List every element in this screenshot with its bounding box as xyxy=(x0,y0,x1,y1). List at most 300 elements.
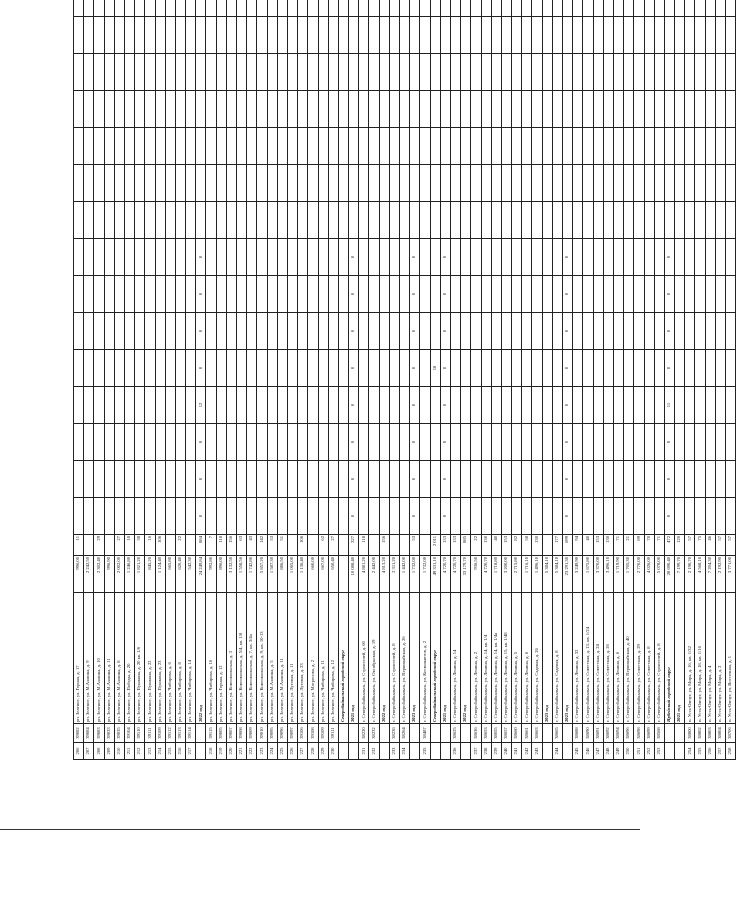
work-volume-cell xyxy=(512,424,522,461)
empty-cell xyxy=(267,128,277,165)
work-volume-cell xyxy=(532,239,542,276)
row-number-cell xyxy=(563,743,573,760)
work-volume-cell: 0 xyxy=(349,276,359,313)
work-volume-cell xyxy=(695,498,705,535)
empty-cell xyxy=(644,54,654,91)
work-volume-cell xyxy=(593,276,603,313)
work-volume-cell xyxy=(726,313,736,350)
house-id-cell: 39097 xyxy=(287,724,297,743)
work-volume-cell xyxy=(84,239,94,276)
empty-cell xyxy=(135,165,145,202)
empty-cell xyxy=(522,202,532,239)
empty-cell xyxy=(114,17,124,54)
work-volume-cell xyxy=(542,350,552,387)
work-volume-cell: 0 xyxy=(196,276,206,313)
empty-cell xyxy=(226,17,236,54)
empty-cell xyxy=(74,54,84,91)
table-row xyxy=(247,0,257,760)
residents-cell: 21 xyxy=(624,535,634,556)
work-volume-cell xyxy=(298,313,308,350)
work-volume-cell xyxy=(267,424,277,461)
table-row xyxy=(593,0,603,760)
row-number-cell: 237 xyxy=(471,743,481,760)
house-id-cell: 39035 xyxy=(114,724,124,743)
address-cell: 2023 год xyxy=(542,593,552,724)
house-id-cell xyxy=(349,724,359,743)
empty-cell xyxy=(542,128,552,165)
empty-cell xyxy=(155,54,165,91)
empty-cell xyxy=(685,91,695,128)
work-volume-cell xyxy=(654,387,664,424)
empty-cell xyxy=(583,91,593,128)
residents-cell: 58 xyxy=(522,535,532,556)
work-volume-cell xyxy=(471,498,481,535)
empty-cell xyxy=(675,54,685,91)
table-row xyxy=(175,0,185,760)
work-volume-cell xyxy=(145,313,155,350)
empty-cell xyxy=(155,202,165,239)
work-volume-cell xyxy=(124,239,134,276)
cost-cell xyxy=(552,0,562,17)
area-cell: 1 558,56 xyxy=(237,556,247,593)
empty-cell xyxy=(369,202,379,239)
work-volume-cell xyxy=(501,498,511,535)
table-row xyxy=(196,0,206,760)
empty-cell xyxy=(705,128,715,165)
row-number-cell: 241 xyxy=(512,743,522,760)
work-volume-cell xyxy=(84,350,94,387)
work-volume-cell xyxy=(165,350,175,387)
table-row xyxy=(369,0,379,760)
house-id-cell: 39113 xyxy=(175,724,185,743)
table-row xyxy=(206,0,216,760)
work-volume-cell xyxy=(583,313,593,350)
work-volume-cell xyxy=(206,387,216,424)
row-number-cell: 214 xyxy=(155,743,165,760)
empty-cell xyxy=(328,202,338,239)
empty-cell xyxy=(481,165,491,202)
address-cell: рп. Зеленое, ул. Чибирова, д. 14 xyxy=(186,593,196,724)
area-cell: 5 857,20 xyxy=(257,556,267,593)
empty-cell xyxy=(481,202,491,239)
area-cell: 4 720,70 xyxy=(440,556,450,593)
empty-cell xyxy=(603,128,613,165)
work-volume-cell xyxy=(675,313,685,350)
empty-cell xyxy=(267,165,277,202)
work-volume-cell xyxy=(114,350,124,387)
empty-cell xyxy=(216,128,226,165)
table-row xyxy=(400,0,410,760)
empty-cell xyxy=(705,91,715,128)
empty-cell xyxy=(114,128,124,165)
work-volume-cell xyxy=(491,276,501,313)
work-volume-cell xyxy=(247,239,257,276)
cost-cell xyxy=(226,0,236,17)
row-number-cell: 210 xyxy=(114,743,124,760)
work-volume-cell xyxy=(359,387,369,424)
empty-cell xyxy=(216,165,226,202)
empty-cell xyxy=(369,54,379,91)
work-volume-cell xyxy=(481,424,491,461)
work-volume-cell xyxy=(450,461,460,498)
cost-cell xyxy=(644,0,654,17)
residents-cell: 40 xyxy=(491,535,501,556)
residents-cell: 51 xyxy=(277,535,287,556)
address-cell: 2021 год xyxy=(349,593,359,724)
residents-cell: 118 xyxy=(216,535,226,556)
work-volume-cell xyxy=(175,461,185,498)
empty-cell xyxy=(654,17,664,54)
work-volume-cell xyxy=(165,276,175,313)
empty-cell xyxy=(287,202,297,239)
work-volume-cell xyxy=(603,276,613,313)
empty-cell xyxy=(206,165,216,202)
empty-cell xyxy=(338,17,348,54)
empty-cell xyxy=(165,165,175,202)
work-volume-cell xyxy=(624,387,634,424)
work-volume-cell xyxy=(695,387,705,424)
row-number-cell: 224 xyxy=(267,743,277,760)
empty-cell xyxy=(634,165,644,202)
empty-cell xyxy=(583,165,593,202)
work-volume-cell: 0 xyxy=(349,461,359,498)
empty-cell xyxy=(522,91,532,128)
work-volume-cell xyxy=(634,239,644,276)
empty-cell xyxy=(563,128,573,165)
work-volume-cell xyxy=(450,313,460,350)
house-id-cell: 39111 xyxy=(328,724,338,743)
address-cell: г. Северобайкальск, ул. Ленина, д. 5 xyxy=(512,593,522,724)
empty-cell xyxy=(226,91,236,128)
cost-cell xyxy=(583,0,593,17)
work-volume-cell xyxy=(461,461,471,498)
empty-cell xyxy=(430,202,440,239)
empty-cell xyxy=(318,91,328,128)
residents-cell: 62 xyxy=(318,535,328,556)
empty-cell xyxy=(675,128,685,165)
residents-cell xyxy=(389,535,399,556)
empty-cell xyxy=(726,202,736,239)
work-volume-cell xyxy=(400,313,410,350)
empty-cell xyxy=(124,202,134,239)
empty-cell xyxy=(430,17,440,54)
area-cell: 4 026,00 xyxy=(644,556,654,593)
work-volume-cell xyxy=(298,424,308,461)
work-volume-cell xyxy=(685,276,695,313)
empty-cell xyxy=(104,17,114,54)
work-volume-cell: 0 xyxy=(410,387,420,424)
address-cell: рп. Зеленое, ул. М.Ахмина, д. 11 xyxy=(277,593,287,724)
residents-cell: 118 xyxy=(359,535,369,556)
empty-cell xyxy=(664,54,674,91)
empty-cell xyxy=(512,17,522,54)
address-cell: п. Усть-Омчуг, ул. Мира, д. 16, кв. 1/32 xyxy=(685,593,695,724)
work-volume-cell xyxy=(491,350,501,387)
empty-cell xyxy=(186,17,196,54)
empty-cell xyxy=(94,128,104,165)
empty-cell xyxy=(675,91,685,128)
empty-cell xyxy=(389,128,399,165)
work-volume-cell xyxy=(94,424,104,461)
row-number-cell: 218 xyxy=(206,743,216,760)
address-cell: п. Усть-Омчуг, ул. Мира, д. 2 xyxy=(715,593,725,724)
house-id-cell: 38699 xyxy=(644,724,654,743)
work-volume-cell xyxy=(654,276,664,313)
empty-cell xyxy=(430,128,440,165)
house-id-cell: 38487 xyxy=(420,724,430,743)
work-volume-cell xyxy=(135,424,145,461)
work-volume-cell xyxy=(583,350,593,387)
work-volume-cell: 0 xyxy=(196,498,206,535)
empty-cell xyxy=(654,202,664,239)
empty-cell xyxy=(328,91,338,128)
empty-cell xyxy=(206,91,216,128)
area-cell: 2 190,70 xyxy=(685,556,695,593)
work-volume-cell xyxy=(603,239,613,276)
work-volume-cell xyxy=(430,461,440,498)
empty-cell xyxy=(369,91,379,128)
work-volume-cell xyxy=(675,239,685,276)
empty-cell xyxy=(440,128,450,165)
empty-cell xyxy=(420,128,430,165)
empty-cell xyxy=(389,54,399,91)
empty-cell xyxy=(705,165,715,202)
work-volume-cell xyxy=(124,498,134,535)
work-volume-cell xyxy=(644,498,654,535)
work-volume-cell xyxy=(124,276,134,313)
work-volume-cell xyxy=(491,461,501,498)
empty-cell xyxy=(512,128,522,165)
work-volume-cell xyxy=(644,350,654,387)
row-number-cell: 240 xyxy=(501,743,511,760)
empty-cell xyxy=(532,91,542,128)
empty-cell xyxy=(135,91,145,128)
empty-cell xyxy=(705,54,715,91)
work-volume-cell xyxy=(155,461,165,498)
row-number-cell: 254 xyxy=(685,743,695,760)
residents-cell: 884 xyxy=(196,535,206,556)
address-cell: г. Северобайкальск, ул. Советская, д. 24 xyxy=(593,593,603,724)
table-row xyxy=(359,0,369,760)
empty-cell xyxy=(216,17,226,54)
empty-cell xyxy=(593,91,603,128)
row-number-cell: 230 xyxy=(328,743,338,760)
address-cell: г. Северобайкальск, ул. Ленина, д. 14, кв. 1/4а xyxy=(491,593,501,724)
empty-cell xyxy=(318,54,328,91)
work-volume-cell xyxy=(318,276,328,313)
work-volume-cell xyxy=(400,276,410,313)
work-volume-cell xyxy=(624,276,634,313)
empty-cell xyxy=(664,17,674,54)
address-cell: п. Усть-Омчуг, ул. Восточная, д. 1 xyxy=(726,593,736,724)
cost-cell xyxy=(685,0,695,17)
empty-cell xyxy=(715,202,725,239)
empty-cell xyxy=(410,54,420,91)
empty-cell xyxy=(654,165,664,202)
work-volume-cell xyxy=(145,424,155,461)
work-volume-cell xyxy=(400,350,410,387)
cost-cell xyxy=(338,0,348,17)
work-volume-cell xyxy=(175,424,185,461)
area-cell: 1 821,20 xyxy=(135,556,145,593)
work-volume-cell xyxy=(186,350,196,387)
empty-cell xyxy=(685,128,695,165)
table-row xyxy=(84,0,94,760)
empty-cell xyxy=(491,54,501,91)
work-volume-cell xyxy=(226,239,236,276)
work-volume-cell: 0 xyxy=(440,498,450,535)
work-volume-cell xyxy=(359,276,369,313)
row-number-cell: 220 xyxy=(226,743,236,760)
row-number-cell: 221 xyxy=(237,743,247,760)
work-volume-cell xyxy=(155,424,165,461)
work-volume-cell xyxy=(420,239,430,276)
table-row xyxy=(552,0,562,760)
work-volume-cell xyxy=(501,387,511,424)
empty-cell xyxy=(552,128,562,165)
work-volume-cell xyxy=(654,239,664,276)
work-volume-cell xyxy=(175,350,185,387)
work-volume-cell xyxy=(379,387,389,424)
empty-cell xyxy=(135,202,145,239)
house-id-cell: 38692 xyxy=(603,724,613,743)
area-cell: 1 496,10 xyxy=(532,556,542,593)
cost-cell xyxy=(491,0,501,17)
work-volume-cell xyxy=(389,313,399,350)
empty-cell xyxy=(563,202,573,239)
work-volume-cell xyxy=(726,276,736,313)
empty-cell xyxy=(104,91,114,128)
work-volume-cell xyxy=(308,276,318,313)
cost-cell xyxy=(145,0,155,17)
work-volume-cell xyxy=(135,387,145,424)
work-volume-cell xyxy=(338,387,348,424)
work-volume-cell: 0 xyxy=(410,276,420,313)
area-cell: 1 587,30 xyxy=(267,556,277,593)
empty-cell xyxy=(165,54,175,91)
cost-cell xyxy=(695,0,705,17)
empty-cell xyxy=(338,91,348,128)
cost-cell xyxy=(94,0,104,17)
work-volume-cell xyxy=(522,424,532,461)
work-volume-cell xyxy=(583,424,593,461)
work-volume-cell xyxy=(155,239,165,276)
table-row xyxy=(573,0,583,760)
work-volume-cell xyxy=(328,498,338,535)
work-volume-cell xyxy=(74,424,84,461)
work-volume-cell xyxy=(114,313,124,350)
work-volume-cell xyxy=(420,387,430,424)
work-volume-cell xyxy=(461,387,471,424)
row-number-cell xyxy=(349,743,359,760)
empty-cell xyxy=(461,128,471,165)
empty-cell xyxy=(175,91,185,128)
cost-cell xyxy=(349,0,359,17)
work-volume-cell xyxy=(206,350,216,387)
cost-cell xyxy=(705,0,715,17)
empty-cell xyxy=(726,128,736,165)
empty-cell xyxy=(400,91,410,128)
table-row xyxy=(481,0,491,760)
empty-cell xyxy=(400,202,410,239)
residents-cell: 22 xyxy=(471,535,481,556)
empty-cell xyxy=(196,128,206,165)
empty-cell xyxy=(542,17,552,54)
work-volume-cell xyxy=(685,350,695,387)
work-volume-cell xyxy=(247,461,257,498)
empty-cell xyxy=(563,91,573,128)
empty-cell xyxy=(624,165,634,202)
empty-cell xyxy=(74,202,84,239)
work-volume-cell xyxy=(277,276,287,313)
table-row xyxy=(542,0,552,760)
table-row xyxy=(237,0,247,760)
empty-cell xyxy=(175,165,185,202)
work-volume-cell xyxy=(644,276,654,313)
table-row xyxy=(461,0,471,760)
area-cell: 1 442,00 xyxy=(400,556,410,593)
work-volume-cell xyxy=(104,424,114,461)
empty-cell xyxy=(257,202,267,239)
empty-cell xyxy=(603,91,613,128)
address-cell: г. Северобайкальск, ул. Строителей, д. 8 xyxy=(654,593,664,724)
work-volume-cell xyxy=(257,424,267,461)
work-volume-cell xyxy=(237,461,247,498)
work-volume-cell xyxy=(726,461,736,498)
work-volume-cell xyxy=(328,313,338,350)
work-volume-cell xyxy=(94,498,104,535)
area-cell: 1 136,40 xyxy=(298,556,308,593)
row-number-cell: 213 xyxy=(145,743,155,760)
work-volume-cell xyxy=(84,424,94,461)
work-volume-cell: 0 xyxy=(440,387,450,424)
work-volume-cell xyxy=(267,276,277,313)
table-row xyxy=(450,0,460,760)
residents-cell xyxy=(542,535,552,556)
area-cell: 620,40 xyxy=(175,556,185,593)
work-volume-cell xyxy=(359,313,369,350)
work-volume-cell xyxy=(491,239,501,276)
work-volume-cell xyxy=(247,387,257,424)
work-volume-cell xyxy=(165,313,175,350)
empty-cell xyxy=(624,128,634,165)
table-row xyxy=(226,0,236,760)
table-row xyxy=(328,0,338,760)
empty-cell xyxy=(512,202,522,239)
cost-cell xyxy=(328,0,338,17)
empty-cell xyxy=(145,128,155,165)
work-volume-cell xyxy=(726,424,736,461)
empty-cell xyxy=(593,202,603,239)
work-volume-cell xyxy=(74,276,84,313)
work-volume-cell xyxy=(369,424,379,461)
empty-cell xyxy=(145,91,155,128)
table-row xyxy=(216,0,226,760)
empty-cell xyxy=(287,54,297,91)
work-volume-cell xyxy=(308,387,318,424)
area-cell: 4 568,10 xyxy=(695,556,705,593)
work-volume-cell xyxy=(155,387,165,424)
house-id-cell: 38236 xyxy=(389,724,399,743)
empty-cell xyxy=(654,54,664,91)
residents-cell: 130 xyxy=(532,535,542,556)
empty-cell xyxy=(603,165,613,202)
work-volume-cell xyxy=(247,350,257,387)
work-volume-cell: 0 xyxy=(563,387,573,424)
empty-cell xyxy=(298,202,308,239)
work-volume-cell xyxy=(94,461,104,498)
work-volume-cell xyxy=(675,276,685,313)
